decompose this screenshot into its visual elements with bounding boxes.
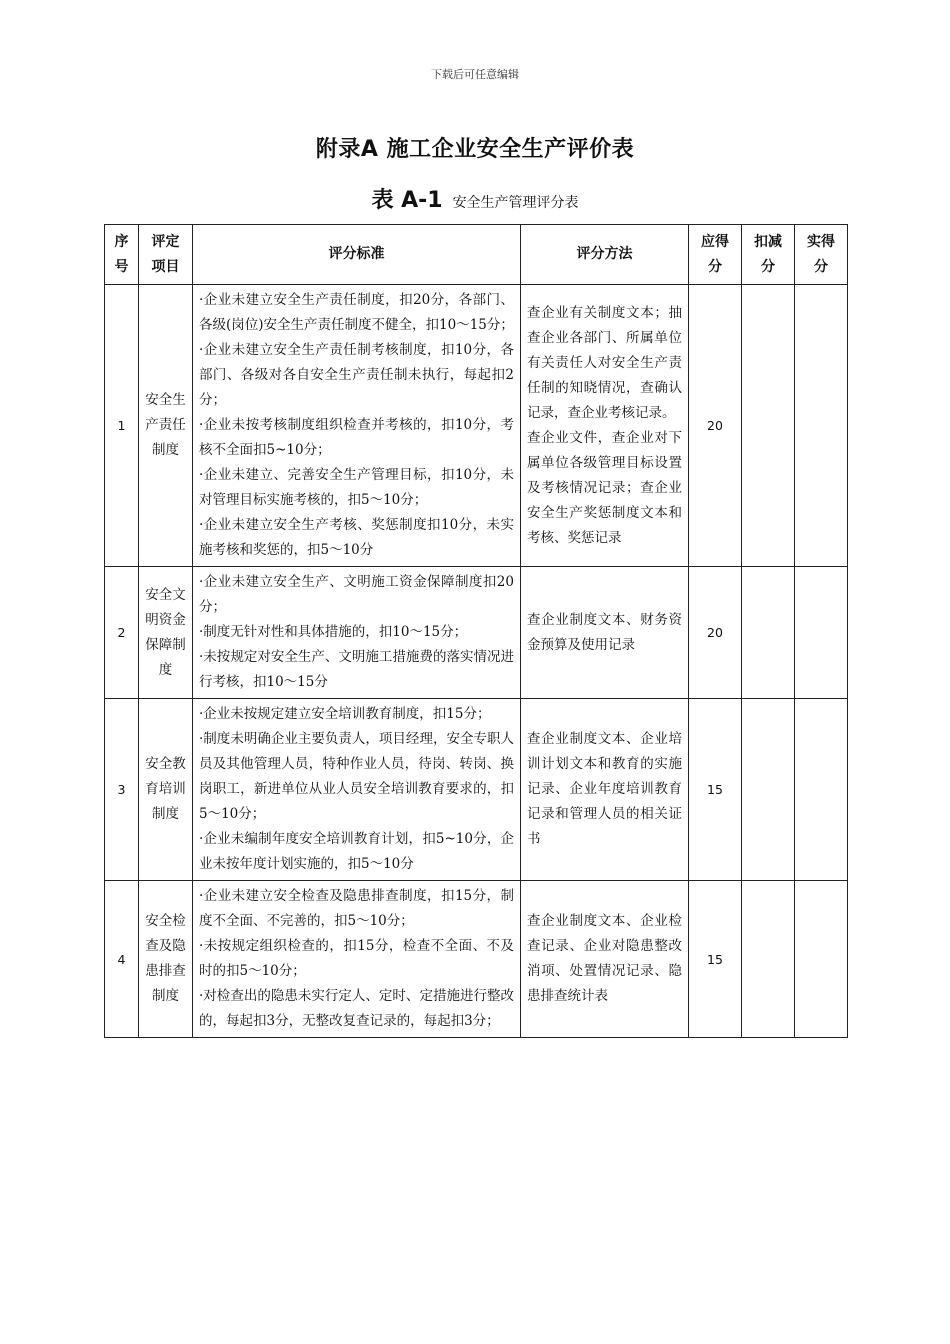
row-method bbox=[521, 567, 689, 699]
row-standard bbox=[193, 699, 521, 881]
row-standard bbox=[193, 567, 521, 699]
table-header-row bbox=[105, 225, 848, 285]
row-method bbox=[521, 285, 689, 567]
row-deduct bbox=[742, 285, 795, 567]
row-deduct bbox=[742, 567, 795, 699]
standard-line: ·企业未建立安全生产考核、奖惩制度扣10分，未实施考核和奖惩的，扣5～10分 bbox=[199, 517, 514, 558]
standard-line: ·企业未建立安全检查及隐患排查制度，扣15分，制度不全面、不完善的，扣5～10分； bbox=[199, 888, 514, 929]
standard-line: ·企业未建立安全生产、文明施工资金保障制度扣20分； bbox=[199, 574, 514, 615]
header-note: 下载后可任意编辑 bbox=[431, 68, 519, 81]
standard-line: ·企业未编制年度安全培训教育计划，扣5~10分，企业未按年度计划实施的，扣5～10分 bbox=[199, 831, 514, 872]
row-standard bbox=[193, 285, 521, 567]
row-should-score: 20 bbox=[689, 567, 742, 699]
table-caption-name: 安全生产管理评分表 bbox=[452, 195, 579, 211]
row-actual bbox=[795, 881, 848, 1038]
method-line: 查企业制度文本、财务资金预算及使用记录 bbox=[527, 611, 682, 653]
table-caption-number: 表 A-1 bbox=[371, 188, 443, 213]
row-seq: 1 bbox=[105, 285, 139, 567]
row-actual bbox=[795, 567, 848, 699]
col-header-standard: 评分标准 bbox=[193, 225, 521, 285]
table-row bbox=[105, 567, 848, 699]
standard-line: ·企业未建立安全生产责任制度，扣20分，各部门、各级(岗位)安全生产责任制度不健全，扣10～15分； bbox=[199, 292, 514, 333]
row-method bbox=[521, 881, 689, 1038]
standard-line: ·制度未明确企业主要负责人，项目经理，安全专职人员及其他管理人员，特种作业人员，待岗、转岗、换岗职工，新进单位从业人员安全培训教育要求的，扣5～10分； bbox=[199, 731, 514, 822]
row-seq: 3 bbox=[105, 699, 139, 881]
row-standard bbox=[193, 881, 521, 1038]
table-caption bbox=[0, 183, 950, 214]
method-line: 查企业文件，查企业对下属单位各级管理目标设置及考核情况记录；查企业安全生产奖惩制度文本和考核、奖惩记录 bbox=[527, 429, 682, 546]
table-row bbox=[105, 699, 848, 881]
standard-line: ·对检查出的隐患未实行定人、定时、定措施进行整改的，每起扣3分，无整改复查记录的，每起扣3分； bbox=[199, 988, 514, 1029]
page-title: 附录A 施工企业安全生产评价表 bbox=[315, 137, 635, 162]
col-header-seq: 序号 bbox=[105, 225, 139, 285]
method-line: 查企业制度文本、企业检查记录、企业对隐患整改消项、处置情况记录、隐患排查统计表 bbox=[527, 913, 682, 1004]
row-actual bbox=[795, 285, 848, 567]
method-line: 查企业有关制度文本；抽查企业各部门、所属单位有关责任人对安全生产责任制的知晓情况，查确认记录，查企业考核记录。 bbox=[527, 304, 682, 421]
standard-line: ·企业未建立安全生产责任制考核制度，扣10分，各部门、各级对各自安全生产责任制未执行，每起扣2分； bbox=[199, 342, 514, 408]
evaluation-table bbox=[104, 224, 848, 1038]
row-item: 安全检查及隐患排查制度 bbox=[139, 881, 193, 1038]
standard-line: ·企业未建立、完善安全生产管理目标，扣10分，未对管理目标实施考核的，扣5～10分； bbox=[199, 467, 514, 508]
row-deduct bbox=[742, 699, 795, 881]
standard-line: ·企业未按考核制度组织检查并考核的，扣10分，考核不全面扣5~10分； bbox=[199, 417, 514, 458]
standard-line: ·企业未按规定建立安全培训教育制度，扣15分； bbox=[199, 706, 491, 722]
col-header-item: 评定项目 bbox=[139, 225, 193, 285]
row-item: 安全生产责任制度 bbox=[139, 285, 193, 567]
col-header-deduct: 扣减分 bbox=[742, 225, 795, 285]
col-header-method: 评分方法 bbox=[521, 225, 689, 285]
row-should-score: 20 bbox=[689, 285, 742, 567]
standard-line: ·未按规定对安全生产、文明施工措施费的落实情况进行考核，扣10～15分 bbox=[199, 649, 514, 690]
standard-line: ·制度无针对性和具体措施的，扣10～15分； bbox=[199, 624, 468, 640]
row-item: 安全文明资金保障制度 bbox=[139, 567, 193, 699]
col-header-should-score: 应得分 bbox=[689, 225, 742, 285]
row-seq: 4 bbox=[105, 881, 139, 1038]
method-line: 查企业制度文本、企业培训计划文本和教育的实施记录、企业年度培训教育记录和管理人员的相关证书 bbox=[527, 731, 682, 847]
table-row bbox=[105, 881, 848, 1038]
table-row bbox=[105, 285, 848, 567]
col-header-actual: 实得分 bbox=[795, 225, 848, 285]
row-deduct bbox=[742, 881, 795, 1038]
standard-line: ·未按规定组织检查的，扣15分，检查不全面、不及时的扣5～10分； bbox=[199, 938, 514, 979]
row-should-score: 15 bbox=[689, 881, 742, 1038]
row-method bbox=[521, 699, 689, 881]
row-seq: 2 bbox=[105, 567, 139, 699]
row-actual bbox=[795, 699, 848, 881]
row-should-score: 15 bbox=[689, 699, 742, 881]
row-item: 安全教育培训制度 bbox=[139, 699, 193, 881]
